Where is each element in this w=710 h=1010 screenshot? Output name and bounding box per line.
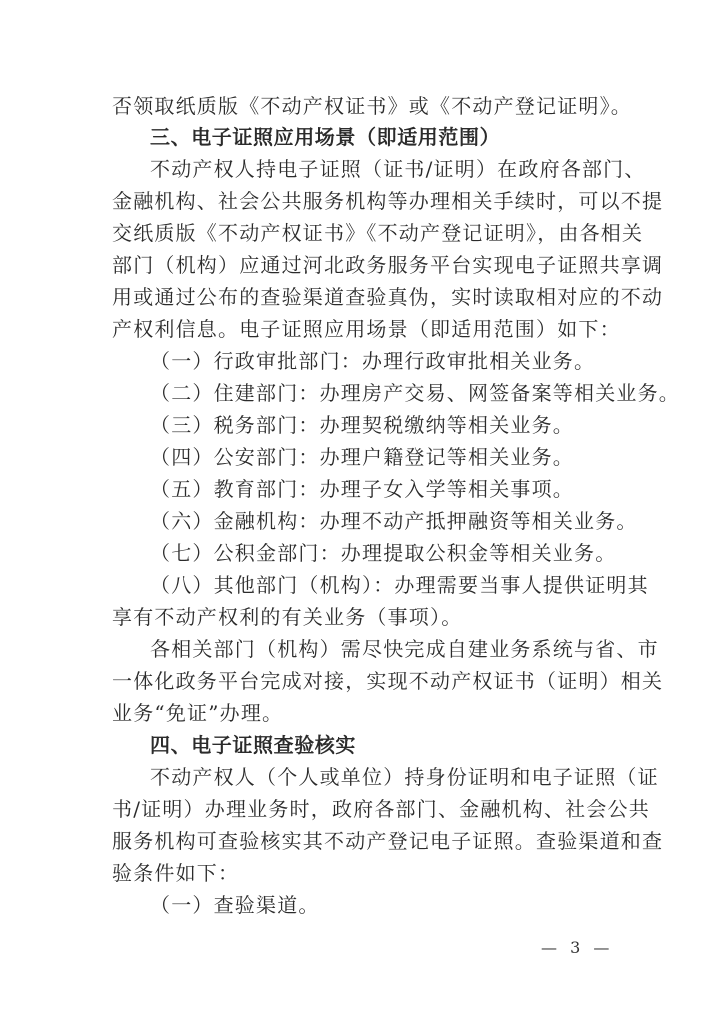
list-item: （七）公积金部门：办理提取公积金等相关业务。 bbox=[150, 541, 617, 565]
page-number: — 3 — bbox=[541, 938, 614, 957]
paragraph-line: 金融机构、社会公共服务机构等办理相关手续时，可以不提 bbox=[112, 189, 664, 213]
list-item: （四）公安部门：办理户籍登记等相关业务。 bbox=[150, 445, 574, 469]
section-heading-3: 三、电子证照应用场景（即适用范围） bbox=[150, 125, 501, 149]
paragraph-line: 否领取纸质版《不动产权证书》或《不动产登记证明》。 bbox=[112, 94, 632, 118]
list-item: （三）税务部门：办理契税缴纳等相关业务。 bbox=[150, 413, 574, 437]
list-item: （五）教育部门：办理子女入学等相关事项。 bbox=[150, 477, 574, 501]
paragraph-line: 不动产权人（个人或单位）持身份证明和电子证照（证 bbox=[150, 765, 659, 789]
paragraph-line: 交纸质版《不动产权证书》《不动产登记证明》，由各相关 bbox=[112, 221, 644, 245]
paragraph-line: 业务“免证”办理。 bbox=[112, 701, 284, 725]
list-item: （二）住建部门：办理房产交易、网签备案等相关业务。 bbox=[150, 381, 680, 405]
paragraph-line: 部门（机构）应通过河北政务服务平台实现电子证照共享调 bbox=[112, 253, 664, 277]
list-item: （一）查验渠道。 bbox=[150, 893, 320, 917]
paragraph-line: 服务机构可查验核实其不动产登记电子证照。查验渠道和查 bbox=[112, 829, 664, 853]
list-item: （六）金融机构：办理不动产抵押融资等相关业务。 bbox=[150, 509, 638, 533]
list-item: （八）其他部门（机构）：办理需要当事人提供证明其 bbox=[150, 573, 649, 597]
paragraph-line: 产权利信息。电子证照应用场景（即适用范围）如下： bbox=[112, 317, 621, 341]
list-item: （一）行政审批部门：办理行政审批相关业务。 bbox=[150, 349, 596, 373]
paragraph-line: 用或通过公布的查验渠道查验真伪，实时读取相对应的不动 bbox=[112, 285, 664, 309]
paragraph-line: 书/证明）办理业务时，政府各部门、金融机构、社会公共 bbox=[112, 797, 650, 821]
paragraph-line: 不动产权人持电子证照（证书/证明）在政府各部门、 bbox=[150, 157, 646, 181]
paragraph-line: 一体化政务平台完成对接，实现不动产权证书（证明）相关 bbox=[112, 669, 664, 693]
paragraph-line: 验条件如下： bbox=[112, 861, 240, 885]
paragraph-line: 享有不动产权利的有关业务（事项）。 bbox=[112, 605, 463, 629]
paragraph-line: 各相关部门（机构）需尽快完成自建业务系统与省、市 bbox=[150, 637, 659, 661]
section-heading-4: 四、电子证照查验核实 bbox=[150, 733, 356, 757]
